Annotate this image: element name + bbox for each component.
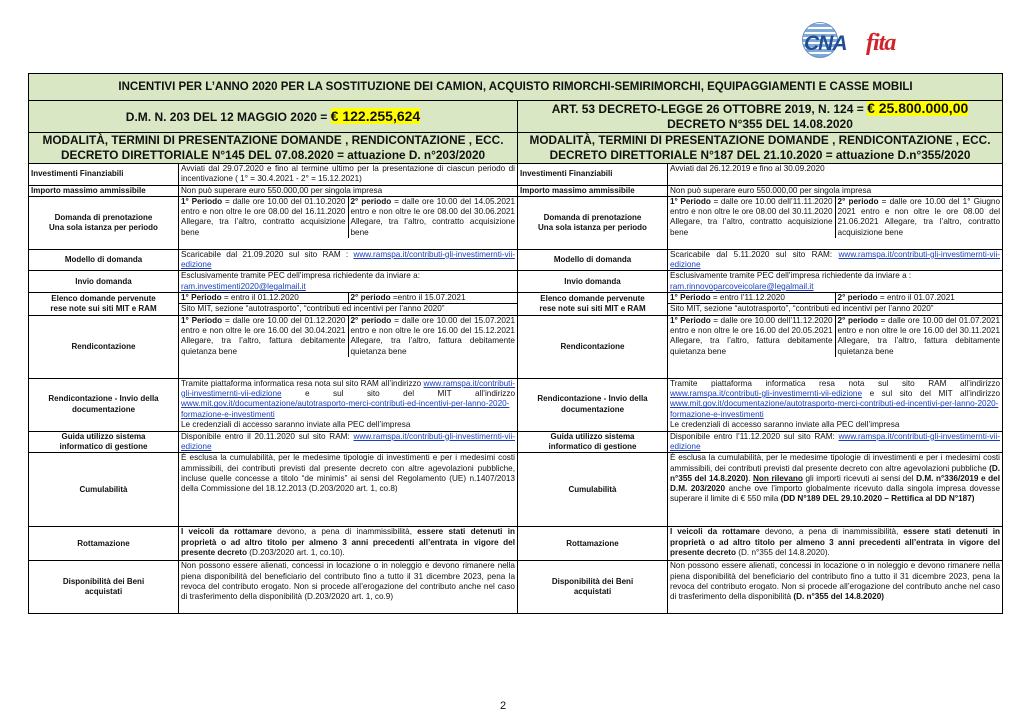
left-decree: D.M. N. 203 DEL 12 MAGGIO 2020 = € 122.255,624 xyxy=(29,101,518,133)
left-documentazione: Tramite piattaforma informatica resa nota sul sito RAM all’indirizzo www.ramspa.it/contributi-gli-investimernti-vii-edizione e sul sito del MIT all’indirizzo www.mit.gov.it/documentazione/autotrasporto-merci-contributi-ed-incentivi-per-lanno-2020-formazione-e-investimenti Le credenziali di accesso saranno inviate alla PEC dell’impresa xyxy=(179,378,518,431)
right-documentazione: Tramite piattaforma informatica resa nota sul sito RAM all’indirizzo www.ramspa.it/contributi-gli-investimernti-vii-edizione e sul sito del MIT all’indirizzo www.mit.gov.it/documentazione/autotrasporto-merci-contributi-ed-incentivi-per-lanno-2020-formazione-e-investimenti Le credenziali di accesso saranno inviate alla PEC dell’impresa xyxy=(668,378,1003,431)
right-elenco: 1° Periodo = entro l’11.12.2020 2° periodo = entro il 01.07.2021 Sito MIT, sezione “autotrasporto”, “contributi ed incentivi per l’anno 2020” xyxy=(668,293,1003,316)
label-investimenti: Investimenti Finanziabili xyxy=(29,164,179,186)
left-doc-mit-link[interactable]: www.mit.gov.it/documentazione/autotrasporto-merci-contributi-ed-incentivi-per-lanno-2020-formazione-e-investimenti xyxy=(181,399,510,419)
fita-logo: fita xyxy=(866,30,896,56)
label-rendicontazione-right: Rendicontazione xyxy=(518,315,668,378)
right-prenotazione: 1° Periodo = dalle ore 10.00 dell’11.11.2020 entro e non oltre le ore 08.00 del 30.11.2020 Allegare, tra l’altro, contratto acquisizione bene 2° periodo = dalle ore 10.00 del 1° Giugno 2021 entro e non oltre le ore 08.00 del 21.06.2021 Allegare, tra l’altro, contratto acquisizione bene xyxy=(668,196,1003,249)
right-guida: Disponibile entro l’11.12.2020 sul sito RAM: www.ramspa.it/contributi-gli-investimernti-vii-edizione xyxy=(668,431,1003,453)
label-invio-right: Invio domanda xyxy=(518,271,668,293)
label-importo: Importo massimo ammissibile xyxy=(29,185,179,196)
right-doc-mit-link[interactable]: www.mit.gov.it/documentazione/autotrasporto-merci-contributi-ed-incentivi-per-lanno-2020-formazione-e-investimenti xyxy=(670,399,999,419)
left-rottamazione: I veicoli da rottamare devono, a pena di inammissibilità, essere stati detenuti in proprietà o ad altro titolo per almeno 3 anni precedenti all’entrata in vigore del presente decreto (D.203/2020 art. 1, co.10). xyxy=(179,527,518,561)
right-guida-link[interactable]: www.ramspa.it/contributi-gli-investimernti-vii-edizione xyxy=(670,431,1001,451)
label-importo-right: Importo massimo ammissibile xyxy=(518,185,668,196)
label-guida-right: Guida utilizzo sistema informatico di gestione xyxy=(518,431,668,453)
header-logos xyxy=(800,22,990,66)
label-modello-right: Modello di domanda xyxy=(518,249,668,271)
page-number: 2 xyxy=(500,700,507,712)
incentives-table xyxy=(28,73,1003,614)
label-cumulabilita-right: Cumulabilità xyxy=(518,453,668,527)
left-disponibilita: Non possono essere alienati, concessi in locazione o in noleggio e devono rimanere nella piena disponibilità del beneficiario del contributo fino a tutto il 31 dicembre 2023, pena la revoca del contributo erogato. Non si procede all’erogazione del contributo anche nel caso di trasferimento della disponibilità (D.203/2020 art. 1, co.9) xyxy=(179,561,518,614)
label-disponibilita-right: Disponibilità dei Beni acquistati xyxy=(518,561,668,614)
right-decree-sub: DECRETO N°355 DEL 14.08.2020 xyxy=(667,117,853,131)
right-decree-amount: € 25.800.000,00 xyxy=(867,100,969,116)
label-rottamazione-right: Rottamazione xyxy=(518,527,668,561)
right-invio-link[interactable]: ram.rinnovoparcoveicolare@legalmail.it xyxy=(670,281,814,291)
right-importo: Non può superare euro 550.000,00 per singola impresa xyxy=(668,185,1003,196)
left-cumulabilita: È esclusa la cumulabilità, per le medesime tipologie di investimenti e per i medesimi costi ammissibili, dei contributi previsti dal presente decreto con altre agevolazioni pubbliche, incluse quelle concesse a titolo “de minimis” ai sensi del Regolamento (UE) n.1407/2013 della Commissione del 18.12.2013 (D.203/2020 art. 1, co.8) xyxy=(179,453,518,527)
right-modello: Scaricabile dal 5.11.2020 sul sito RAM: www.ramspa.it/contributi-gli-investimernti-vii-edizione xyxy=(668,249,1003,271)
right-cumulabilita: È esclusa la cumulabilità, per le medesime tipologie di investimenti e per i medesimi costi ammissibili, dei contributi previsti dal presente decreto con altre agevolazioni pubbliche (D. n°355 del 14.8.2020). Non rilevano gli importi ricevuti ai sensi del D.M. n°336/2019 e del D.M. 203/2020 anche ove l’importo globalmente ricevuto dalla singola impresa dovesse superare il limite di € 550 mila (DD N°189 DEL 29.10.2020 – Rettifica al DD N°187) xyxy=(668,453,1003,527)
right-modello-link[interactable]: www.ramspa.it/contributi-gli-investimernti-vii-edizione xyxy=(670,249,1001,270)
left-importo: Non può superare euro 550.000,00 per singola impresa xyxy=(179,185,518,196)
left-modello-link[interactable]: www.ramspa.it/contributi-gli-investimernti-vii-edizione xyxy=(181,249,515,270)
right-decree: ART. 53 DECRETO-LEGGE 26 OTTOBRE 2019, N. 124 = € 25.800.000,00 DECRETO N°355 DEL 14.08.2020 xyxy=(518,101,1003,133)
label-prenotazione: Domanda di prenotazione Una sola istanza per periodo xyxy=(29,196,179,249)
label-modello: Modello di domanda xyxy=(29,249,179,271)
label-documentazione: Rendicontazione - Invio della documentazione xyxy=(29,378,179,431)
label-cumulabilita: Cumulabilità xyxy=(29,453,179,527)
left-rendicontazione: 1° Periodo = dalle ore 10.00 del 01.12.2020 entro e non oltre le ore 16.00 del 30.04.2021 Allegare, tra l’altro, fattura debitamente quietanza bene 2° periodo = dalle ore 10.00 del 15.07.2021 entro e non oltre le ore 16.00 del 15.12.2021 Allegare, tra l’altro, fattura debitamente quietanza bene xyxy=(179,315,518,378)
right-rottamazione: I veicoli da rottamare devono, a pena di inammissibilità, essere stati detenuti in proprietà o ad altro titolo per almeno 3 anni precedenti all’entrata in vigore del presente decreto (D. n°355 del 14.8.2020). xyxy=(668,527,1003,561)
label-rendicontazione: Rendicontazione xyxy=(29,315,179,378)
left-guida-link[interactable]: www.ramspa.it/contributi-gli-investimernti-vii-edizione xyxy=(181,431,515,451)
label-elenco-right: Elenco domande pervenute rese note sui siti MIT e RAM xyxy=(518,293,668,316)
cna-logo: CNA xyxy=(800,22,860,62)
right-invio: Esclusivamente tramite PEC dell’impresa richiedente da inviare a : ram.rinnovoparcoveicolare@legalmail.it xyxy=(668,271,1003,293)
left-invio-link[interactable]: ram.investimenti2020@legalmail.it xyxy=(181,281,306,291)
right-investimenti: Avviati dal 26.12.2019 e fino al 30.09.2020 xyxy=(668,164,1003,186)
label-rottamazione: Rottamazione xyxy=(29,527,179,561)
left-modalita: MODALITÀ, TERMINI DI PRESENTAZIONE DOMANDE , RENDICONTAZIONE , ECC. DECRETO DIRETTORIALE N°145 DEL 07.08.2020 = attuazione D. n°203/2020 xyxy=(29,133,518,164)
right-modalita: MODALITÀ, TERMINI DI PRESENTAZIONE DOMANDE , RENDICONTAZIONE , ECC. DECRETO DIRETTORIALE N°187 DEL 21.10.2020 = attuazione D.n°355/2020 xyxy=(518,133,1003,164)
left-prenotazione: 1° Periodo = dalle ore 10.00 del 01.10.2020 entro e non oltre le ore 08.00 del 16.11.2020 Allegare, tra l’altro, contratto acquisizione bene 2° periodo = dalle ore 10.00 del 14.05.2021 entro e non oltre le ore 08.00 del 30.06.2021 Allegare, tra l’altro, contratto acquisizione bene xyxy=(179,196,518,249)
left-invio: Esclusivamente tramite PEC dell’impresa richiedente da inviare a: ram.investimenti2020@legalmail.it xyxy=(179,271,518,293)
right-disponibilita: Non possono essere alienati, concessi in locazione o in noleggio e devono rimanere nella piena disponibilità del beneficiario del contributo fino a tutto il 31 dicembre 2023, pena la revoca del contributo erogato. Non si procede all’erogazione del contributo anche nel caso di trasferimento della disponibilità (D. n°355 del 14.8.2020) xyxy=(668,561,1003,614)
document-title: INCENTIVI PER L’ANNO 2020 PER LA SOSTITUZIONE DEI CAMION, ACQUISTO RIMORCHI-SEMIRIMORCHI, EQUIPAGGIAMENTI E CASSE MOBILI xyxy=(29,74,1003,101)
left-decree-amount: € 122.255,624 xyxy=(330,107,421,124)
left-modello: Scaricabile dal 21.09.2020 sul sito RAM : www.ramspa.it/contributi-gli-investimernti-vii-edizione xyxy=(179,249,518,271)
right-doc-ram-link[interactable]: www.ramspa.it/contributi-gli-investimernti-vii-edizione xyxy=(670,388,863,398)
label-investimenti-right: Investimenti Finanziabili xyxy=(518,164,668,186)
left-guida: Disponibile entro il 20.11.2020 sul sito RAM: www.ramspa.it/contributi-gli-investimernti-vii-edizione xyxy=(179,431,518,453)
label-elenco: Elenco domande pervenute rese note sui siti MIT e RAM xyxy=(29,293,179,316)
right-rendicontazione: 1° Periodo = dalle ore 10.00 dell’11.12.2020 entro e non oltre le ore 16.00 del 20.05.2021 Allegare, tra l’altro, fattura debitamente quietanza bene 2° periodo = dalle ore 10.00 del 01.07.2021 entro e non oltre le ore 16.00 del 30.11.2021 Allegare, tra l’altro, fattura debitamente quietanza bene xyxy=(668,315,1003,378)
label-disponibilita: Disponibilità dei Beni acquistati xyxy=(29,561,179,614)
label-prenotazione-right: Domanda di prenotazione Una sola istanza per periodo xyxy=(518,196,668,249)
left-doc-ram-link[interactable]: www.ramspa.it/contributi-gli-investimernti-vii-edizione xyxy=(181,378,515,398)
label-invio: Invio domanda xyxy=(29,271,179,293)
label-documentazione-right: Rendicontazione - Invio della documentazione xyxy=(518,378,668,431)
left-investimenti: Avviati dal 29.07.2020 e fino al termine ultimo per la presentazione di ciascun periodo di incentivazione ( 1° = 30.4.2021 - 2° = 15.12.2021) xyxy=(179,164,518,186)
left-elenco: 1° Periodo = entro il 01.12.2020 2° periodo =entro il 15.07.2021 Sito MIT, sezione “autotrasporto”, “contributi ed incentivi per l’anno 2020” xyxy=(179,293,518,316)
label-guida: Guida utilizzo sistema informatico di gestione xyxy=(29,431,179,453)
